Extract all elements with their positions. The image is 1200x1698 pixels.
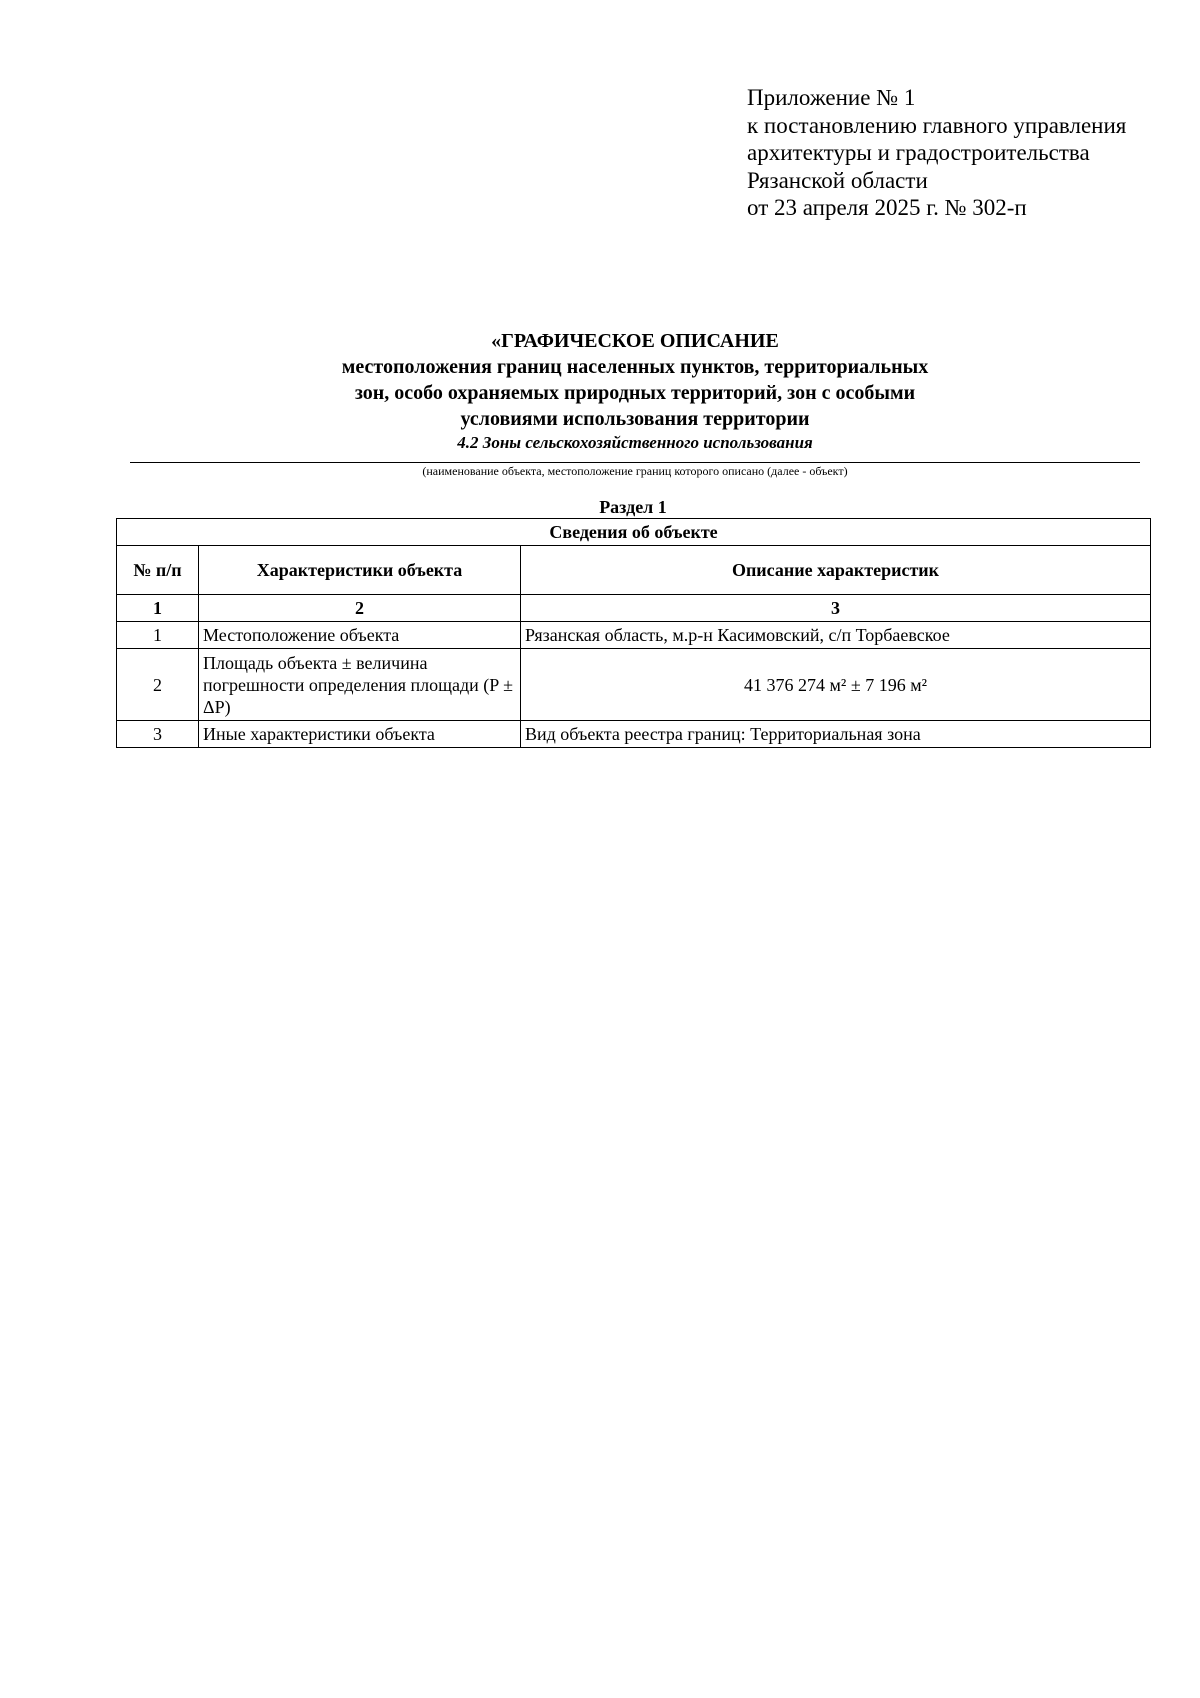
title-line: местоположения границ населенных пунктов, территориальных xyxy=(341,356,929,378)
row-description: Вид объекта реестра границ: Территориальная зона xyxy=(521,721,1151,748)
header-characteristics: Характеристики объекта xyxy=(199,546,521,595)
row-num: 3 xyxy=(117,721,199,748)
title-underline xyxy=(130,462,1140,463)
row-num: 1 xyxy=(117,622,199,649)
title-line: зон, особо охраняемых природных территорий, зон с особыми xyxy=(354,382,916,404)
table-row xyxy=(117,622,1151,649)
title-line: «ГРАФИЧЕСКОЕ ОПИСАНИЕ xyxy=(491,330,779,352)
appendix-block xyxy=(747,84,1167,222)
appendix-line: архитектуры и градостроительства xyxy=(747,140,1090,165)
object-info-table xyxy=(116,518,1151,748)
appendix-line: от 23 апреля 2025 г. № 302-п xyxy=(747,195,1027,220)
appendix-line: к постановлению главного управления xyxy=(747,112,1127,138)
appendix-line: Рязанской области xyxy=(747,167,928,193)
row-characteristic: Местоположение объекта xyxy=(199,622,521,649)
table-row xyxy=(117,721,1151,748)
column-number: 1 xyxy=(117,595,199,622)
title-line: условиями использования территории xyxy=(460,408,810,430)
row-num: 2 xyxy=(117,649,199,721)
underline-caption: (наименование объекта, местоположение границ которого описано (далее - объект) xyxy=(422,464,848,478)
row-description: Рязанская область, м.р-н Касимовский, с/п Торбаевское xyxy=(521,622,1151,649)
column-number: 3 xyxy=(521,595,1151,622)
object-name: 4.2 Зоны сельскохозяйственного использования xyxy=(457,433,813,452)
appendix-line: Приложение № 1 xyxy=(747,85,916,110)
header-num: № п/п xyxy=(117,546,199,595)
header-description: Описание характеристик xyxy=(521,546,1151,595)
column-number: 2 xyxy=(199,595,521,622)
row-description: 41 376 274 м² ± 7 196 м² xyxy=(521,649,1151,721)
row-characteristic: Иные характеристики объекта xyxy=(199,721,521,748)
document-title xyxy=(130,328,1140,453)
table-caption: Сведения об объекте xyxy=(117,519,1151,546)
row-characteristic: Площадь объекта ± величина погрешности определения площади (P ± ΔP) xyxy=(199,649,521,721)
table-row xyxy=(117,649,1151,721)
section-title: Раздел 1 xyxy=(599,497,667,517)
